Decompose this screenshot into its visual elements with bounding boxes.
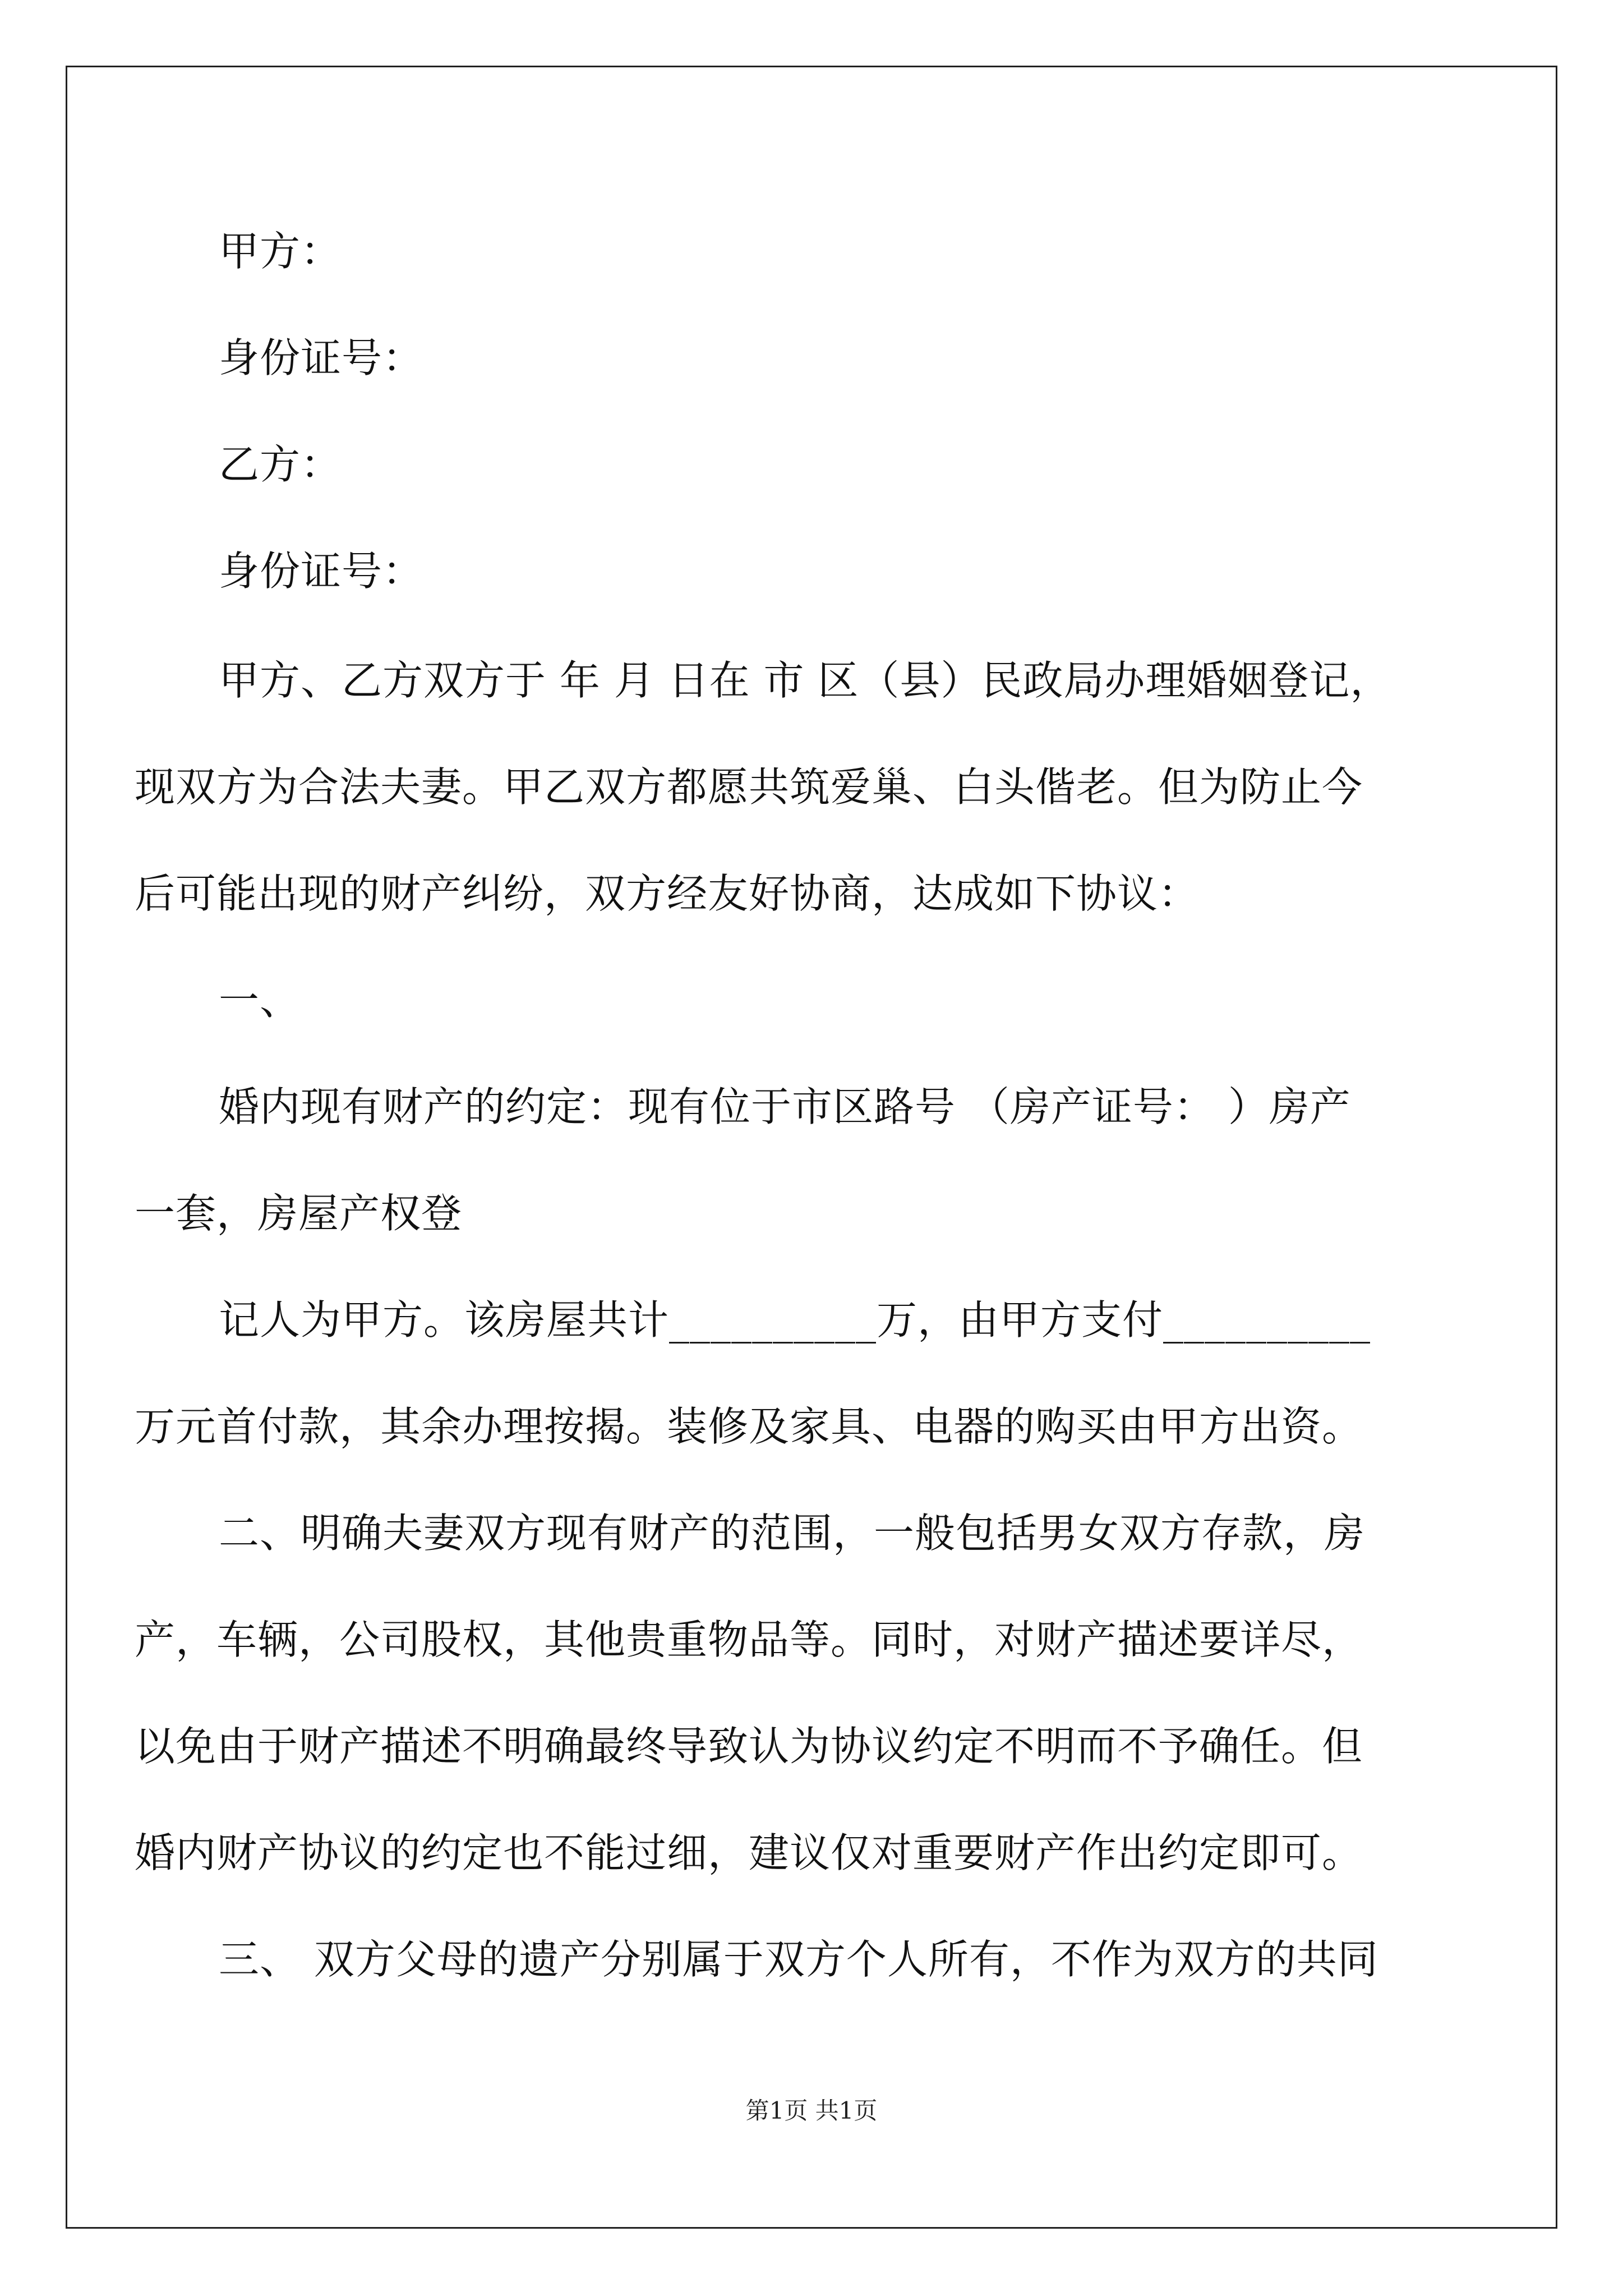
paragraph-line: 记人为甲方。该房屋共计__________万，由甲方支付__________ — [219, 1296, 1371, 1343]
party-a-id-label: 身份证号： — [219, 334, 424, 381]
paragraph-line: 婚内财产协议的约定也不能过细，建议仅对重要财产作出约定即可。 — [135, 1829, 1363, 1876]
paragraph-line: 三、 双方父母的遗产分别属于双方个人所有，不作为双方的共同 — [219, 1936, 1378, 1983]
paragraph-line: 甲方、乙方双方于 年 月 日在 市 区（县）民政局办理婚姻登记， — [219, 657, 1391, 704]
party-a-label: 甲方： — [219, 228, 342, 275]
page-footer: 第1页 共1页 — [745, 2097, 878, 2124]
paragraph-line: 万元首付款，其余办理按揭。装修及家具、电器的购买由甲方出资。 — [135, 1403, 1363, 1450]
paragraph-line: 现双方为合法夫妻。甲乙双方都愿共筑爱巢、白头偕老。但为防止今 — [135, 763, 1363, 811]
party-b-label: 乙方： — [219, 441, 342, 488]
paragraph-line: 婚内现有财产的约定：现有位于市区路号 （房产证号： ）房产 — [219, 1083, 1351, 1130]
paragraph-line: 以免由于财产描述不明确最终导致认为协议约定不明而不予确任。但 — [135, 1723, 1363, 1770]
paragraph-line: 后可能出现的财产纠纷，双方经友好协商，达成如下协议： — [135, 870, 1200, 917]
paragraph-line: 二、明确夫妻双方现有财产的范围，一般包括男女双方存款，房 — [219, 1510, 1366, 1557]
party-b-id-label: 身份证号： — [219, 547, 424, 595]
page-border — [66, 66, 1557, 2229]
paragraph-line: 产，车辆，公司股权，其他贵重物品等。同时，对财产描述要详尽， — [135, 1616, 1363, 1663]
section-heading: 一、 — [219, 977, 301, 1024]
paragraph-line: 一套，房屋产权登 — [135, 1190, 463, 1237]
